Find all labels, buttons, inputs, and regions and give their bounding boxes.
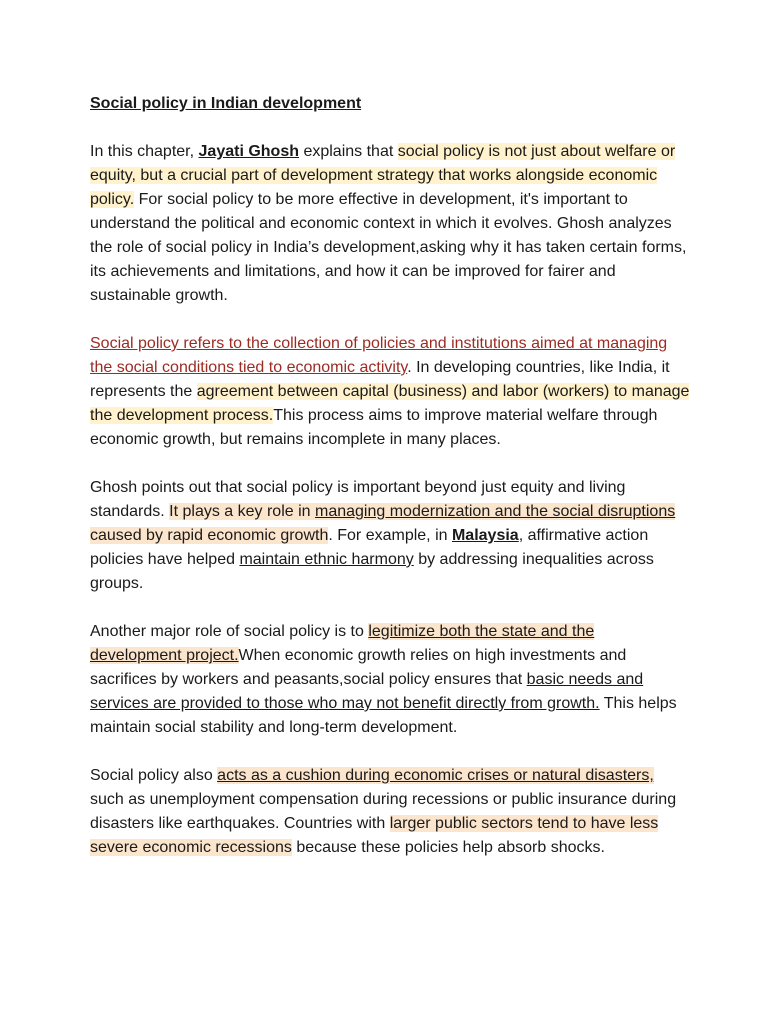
text-run: It plays a key role in: [169, 503, 315, 520]
paragraph-5: [90, 764, 690, 860]
document-page: [90, 92, 690, 884]
paragraph-1: [90, 140, 690, 308]
text-run: . For example, in: [328, 527, 452, 544]
text-run: such as unemployment compensation during recessions or public insurance during disasters like earthquakes. Countries with: [90, 791, 677, 832]
text-run: because these policies help absorb shocks.: [291, 839, 605, 856]
text-run: In this chapter,: [90, 143, 199, 160]
text-run: Malaysia: [451, 527, 519, 544]
text-run: by addressing inequalities across groups.: [90, 551, 654, 592]
text-run: Another major role of social policy is to: [90, 623, 369, 640]
document-body: [90, 140, 690, 860]
document-title: Social policy in Indian development: [90, 95, 362, 112]
text-run: managing modernization and the social disruptions: [315, 503, 676, 520]
text-run: Ghosh points out that social policy is important beyond just equity and living standards.: [90, 479, 626, 520]
text-run: Social policy refers to the collection of policies and institutions aimed at managing the social conditions tied to economic activity: [90, 335, 668, 376]
text-run: explains that: [299, 143, 398, 160]
text-run: caused by rapid economic growth: [90, 527, 329, 544]
text-run: basic needs and services are provided to those who may not benefit directly from growth.: [90, 671, 644, 712]
text-run: maintain ethnic harmony: [239, 551, 414, 568]
text-run: , affirmative action policies have helped: [90, 527, 649, 568]
text-run: For social policy to be more effective in development, it's important to understand the political and economic context in which it evolves. Ghosh analyzes the role of social policy in India’s development,asking why it has taken certain forms, its achievements and limitations, and how it can be improved for fairer and sustainable growth.: [90, 191, 687, 304]
text-run: This helps maintain social stability and long-term development.: [90, 695, 677, 736]
text-run: . In developing countries, like India, it represents the: [90, 359, 670, 400]
text-run: When economic growth relies on high investments and sacrifices by workers and peasants,social policy ensures that: [90, 647, 627, 688]
text-run: Jayati Ghosh: [198, 143, 299, 160]
paragraph-3: [90, 476, 690, 596]
text-run: acts as a cushion during economic crises or natural disasters,: [217, 767, 654, 784]
paragraph-4: [90, 620, 690, 740]
text-run: legitimize both the state and the development project.: [90, 623, 595, 664]
text-run: Social policy also: [90, 767, 218, 784]
text-run: agreement between capital (business) and labor (workers) to manage the development process.: [90, 383, 690, 424]
text-run: larger public sectors tend to have less severe economic recessions: [90, 815, 659, 856]
paragraph-2: [90, 332, 690, 452]
text-run: This process aims to improve material welfare through economic growth, but remains incomplete in many places.: [90, 407, 658, 448]
text-run: social policy is not just about welfare or equity, but a crucial part of development strategy that works alongside economic policy.: [90, 143, 676, 208]
